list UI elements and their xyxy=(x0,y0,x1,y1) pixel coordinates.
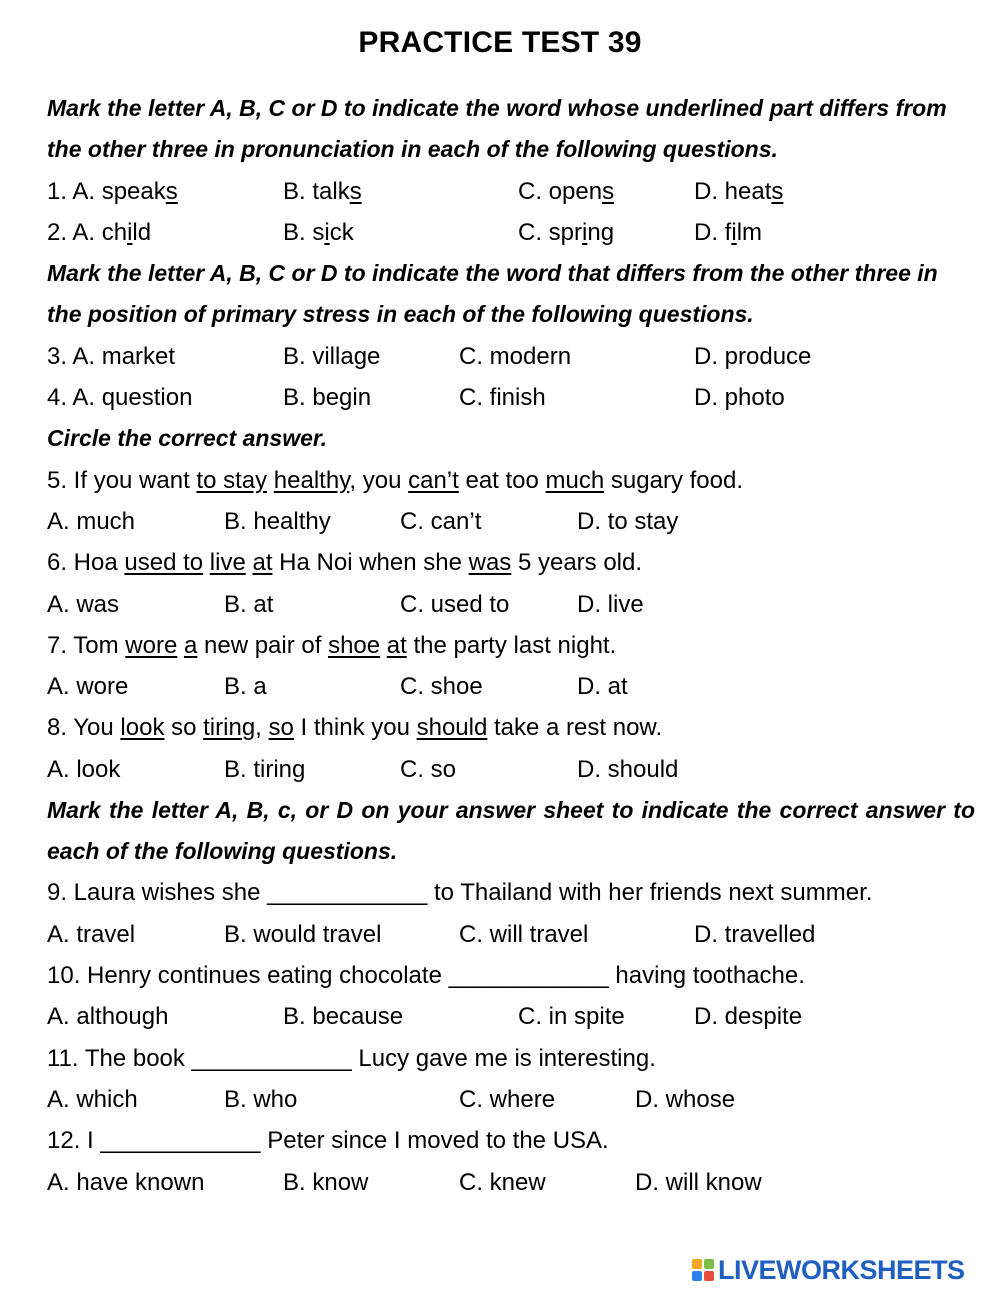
option-7c[interactable]: C. shoe xyxy=(400,673,483,700)
option-3d[interactable]: D. produce xyxy=(694,343,812,370)
option-6a[interactable]: A. was xyxy=(47,591,120,618)
option-7d[interactable]: D. at xyxy=(577,673,628,700)
liveworksheets-logo[interactable] xyxy=(692,1254,965,1286)
option-11c[interactable]: C. where xyxy=(459,1086,556,1113)
option-6d[interactable]: D. live xyxy=(577,591,644,618)
option-8d[interactable]: D. should xyxy=(577,756,679,783)
option-4d[interactable]: D. photo xyxy=(694,384,785,411)
option-7a[interactable]: A. wore xyxy=(47,673,129,700)
option-4a[interactable]: 4. A. question xyxy=(47,384,193,411)
option-3b[interactable]: B. village xyxy=(283,343,381,370)
option-11d[interactable]: D. whose xyxy=(635,1086,736,1113)
page-title: PRACTICE TEST 39 xyxy=(358,26,642,59)
option-3c[interactable]: C. modern xyxy=(459,343,572,370)
option-10a[interactable]: A. although xyxy=(47,1003,169,1030)
liveworksheets-logo-icon xyxy=(692,1259,714,1281)
option-1a[interactable]: 1. A. speaks xyxy=(47,178,178,205)
option-3a[interactable]: 3. A. market xyxy=(47,343,176,370)
liveworksheets-logo-text: LIVEWORKSHEETS xyxy=(718,1254,965,1285)
option-2d[interactable]: D. film xyxy=(694,219,763,246)
option-6b[interactable]: B. at xyxy=(224,591,274,618)
instruction-stress: Mark the letter A, B, C or D to indicate the word that differs from the other three in the position of primary stress in each of the following questions. xyxy=(47,260,938,327)
option-4b[interactable]: B. begin xyxy=(283,384,372,411)
option-5c[interactable]: C. can’t xyxy=(400,508,482,535)
option-8c[interactable]: C. so xyxy=(400,756,457,783)
option-12a[interactable]: A. have known xyxy=(47,1169,205,1196)
option-1b[interactable]: B. talks xyxy=(283,178,362,205)
option-12b[interactable]: B. know xyxy=(283,1169,369,1196)
option-9d[interactable]: D. travelled xyxy=(694,921,816,948)
option-5b[interactable]: B. healthy xyxy=(224,508,331,535)
option-12d[interactable]: D. will know xyxy=(635,1169,762,1196)
option-2b[interactable]: B. sick xyxy=(283,219,354,246)
option-2c[interactable]: C. spring xyxy=(518,219,615,246)
option-9a[interactable]: A. travel xyxy=(47,921,136,948)
option-11a[interactable]: A. which xyxy=(47,1086,138,1113)
option-2a[interactable]: 2. A. child xyxy=(47,219,152,246)
option-6c[interactable]: C. used to xyxy=(400,591,510,618)
option-10d[interactable]: D. despite xyxy=(694,1003,803,1030)
instruction-answer-sheet: Mark the letter A, B, c, or D on your answer sheet to indicate the correct answer to each of the following questions. xyxy=(47,797,975,864)
option-9c[interactable]: C. will travel xyxy=(459,921,589,948)
option-7b[interactable]: B. a xyxy=(224,673,267,700)
instruction-pronunciation: Mark the letter A, B, C or D to indicate the word whose underlined part differs from the other three in pronunciation in each of the following questions. xyxy=(47,95,947,162)
option-5d[interactable]: D. to stay xyxy=(577,508,679,535)
option-10c[interactable]: C. in spite xyxy=(518,1003,625,1030)
option-9b[interactable]: B. would travel xyxy=(224,921,382,948)
option-8b[interactable]: B. tiring xyxy=(224,756,306,783)
option-12c[interactable]: C. knew xyxy=(459,1169,546,1196)
option-11b[interactable]: B. who xyxy=(224,1086,298,1113)
option-10b[interactable]: B. because xyxy=(283,1003,404,1030)
option-1c[interactable]: C. opens xyxy=(518,178,615,205)
option-4c[interactable]: C. finish xyxy=(459,384,546,411)
option-1d[interactable]: D. heats xyxy=(694,178,784,205)
instruction-circle: Circle the correct answer. xyxy=(47,425,327,451)
option-8a[interactable]: A. look xyxy=(47,756,121,783)
option-5a[interactable]: A. much xyxy=(47,508,136,535)
